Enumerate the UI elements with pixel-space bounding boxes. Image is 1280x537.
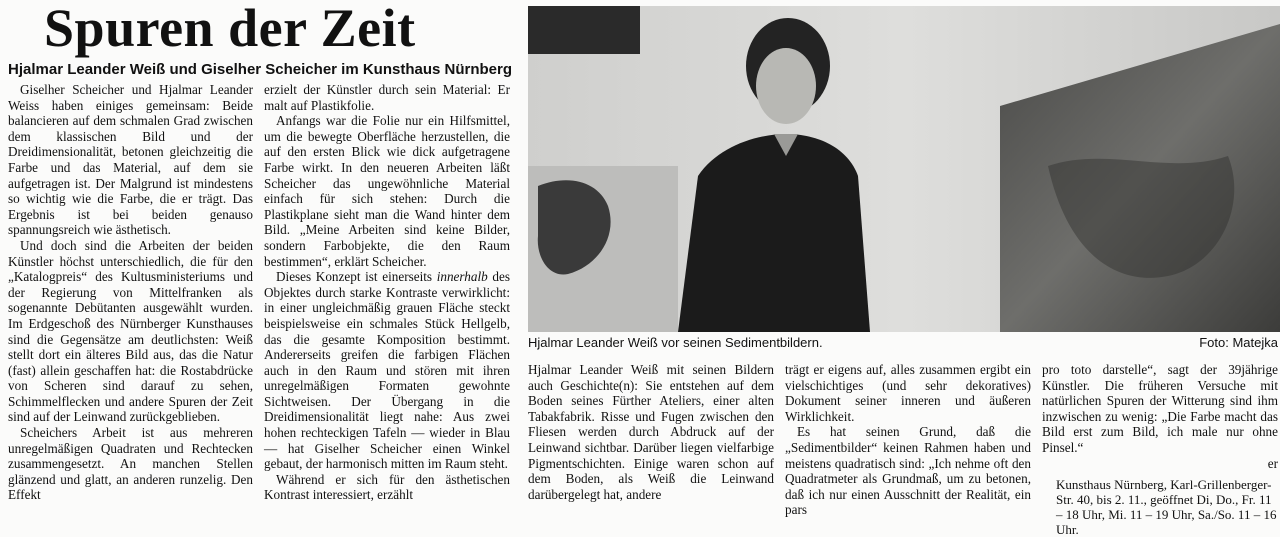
- caption-text: Hjalmar Leander Weiß vor seinen Sedimentbildern.: [528, 335, 823, 350]
- paragraph: [264, 269, 510, 472]
- text-column-2: [264, 82, 510, 503]
- paragraph: trägt er eigens auf, alles zusammen ergibt ein vielschichtiges (und sehr dekoratives) Dokument seiner inneren und äußeren Wirklichkeit.: [785, 362, 1031, 424]
- text-column-4: [785, 362, 1031, 518]
- text-column-1: [8, 82, 253, 503]
- article-photo: [528, 6, 1280, 332]
- article-headline: Spuren der Zeit: [44, 0, 416, 58]
- text-column-3: [528, 362, 774, 502]
- paragraph: Scheichers Arbeit ist aus mehreren unregelmäßigen Quadraten und Rechtecken zusammengesetzt. An manchen Stellen glänzend und glatt, an anderen runzelig. Den Effekt: [8, 425, 253, 503]
- ceiling-lamp: [528, 6, 640, 54]
- text-run: des Objektes durch starke Kontraste verwirklicht: in einer ungleichmäßig grauen Fläche steckt beispielsweise ein schmales Stück Hellgelb, das die gesamte Komposition bestimmt. Andererseits greifen die farbigen Flächen auch in den Raum und stören mit ihren unregelmäßigen Formaten gewohnte Sichtweisen. Der Übergang in die Dreidimensionalität liegt nahe: Aus zwei hohen rechteckigen Tafeln — wieder in Blau — hat Giselher Scheicher einen Winkel gebaut, der harmonisch mitten im Raum steht.: [264, 269, 510, 472]
- photo-illustration: [528, 6, 1280, 332]
- paragraph: Giselher Scheicher und Hjalmar Leander Weiss haben einiges gemeinsam: Beide balancieren auf dem schmalen Grad zwischen dem klassischen Bild und der Dreidimensionalität, betonen gleichzeitig die Farbe und das Material, auf dem sie aufgetragen ist. Der Malgrund ist mindestens so wichtig wie die Farbe, die er trägt. Das Ergebnis ist bei beiden genauso spannungsreich wie ästhetisch.: [8, 82, 253, 238]
- artist-face: [756, 48, 816, 124]
- author-signature: er: [1267, 455, 1278, 471]
- paragraph: Anfangs war die Folie nur ein Hilfsmittel, um die bewegte Oberfläche herzustellen, die auf den ersten Blick wie dick aufgetragene Farbe wirkt. In den neueren Arbeiten läßt Scheicher das ungewöhnliche Material einfach für sich stehen: Durch die Plastikplane sieht man die Wand hinter dem Bild. „Meine Arbeiten sind keine Bilder, sondern Farbobjekte, die den Raum bestimmen“, erklärt Scheicher.: [264, 113, 510, 269]
- photo-caption: [528, 335, 1280, 351]
- article-subheadline: Hjalmar Leander Weiß und Giselher Scheicher im Kunsthaus Nürnberg: [8, 61, 513, 78]
- paragraph: erzielt der Künstler durch sein Material: Er malt auf Plastikfolie.: [264, 82, 510, 113]
- paragraph: pro toto darstelle“, sagt der 39jährige Künstler. Die früheren Versuche mit natürlichen Spuren der Witterung sind ihm inzwischen zu wenig: „Die Farbe macht das Bild erst zum Bild, ich male nur ohne Pinsel.“: [1042, 362, 1278, 455]
- exhibition-info: Kunsthaus Nürnberg, Karl-Grillenberger-Str. 40, bis 2. 11., geöffnet Di, Do., Fr. 11 – 18 Uhr, Mi. 11 – 19 Uhr, Sa./So. 11 – 16 Uhr.: [1056, 477, 1277, 537]
- photo-credit: Foto: Matejka: [1199, 335, 1278, 350]
- text-column-5: [1042, 362, 1278, 537]
- paragraph: Während er sich für den ästhetischen Kontrast interessiert, erzählt: [264, 471, 510, 503]
- paragraph: Es hat seinen Grund, daß die „Sedimentbilder“ keinen Rahmen haben und meistens quadratisch sind: „Ich nehme oft den Quadratmeter als Grundmaß, um zu betonen, daß ich nur einen Ausschnitt der Realität, ein pars: [785, 424, 1031, 518]
- paragraph: Hjalmar Leander Weiß mit seinen Bildern auch Geschichte(n): Sie entstehen auf dem Boden seines Fürther Ateliers, einer alten Tabakfabrik. Risse und Fugen zwischen den Fliesen werden durch Abdruck auf der Leinwand sichtbar. Darüber liegen vielfarbige Pigmentschichten. Einige waren schon auf dem Boden, als Weiß die Leinwand darübergelegt hat, andere: [528, 362, 774, 502]
- text-run: Dieses Konzept ist einerseits: [276, 269, 437, 285]
- italic-text: innerhalb: [436, 269, 488, 285]
- paragraph: Und doch sind die Arbeiten der beiden Künstler höchst unterschiedlich, die für den „Katalogpreis“ des Kultusministeriums und der Regierung von Mittelfranken als sogenannte Debütanten ausgewählt wurden. Im Erdgeschoß des Nürnberger Kunsthauses sind die Gegensätze am deutlichsten: Weiß stellt dort ein älteres Bild aus, das die Natur (fast) allein geschaffen hat: die Rostabdrücke von Scheren sind darauf zu sehen, Schimmelflecken und andere Spuren der Zeit sind auf der Leinwand zurückgeblieben.: [8, 237, 253, 425]
